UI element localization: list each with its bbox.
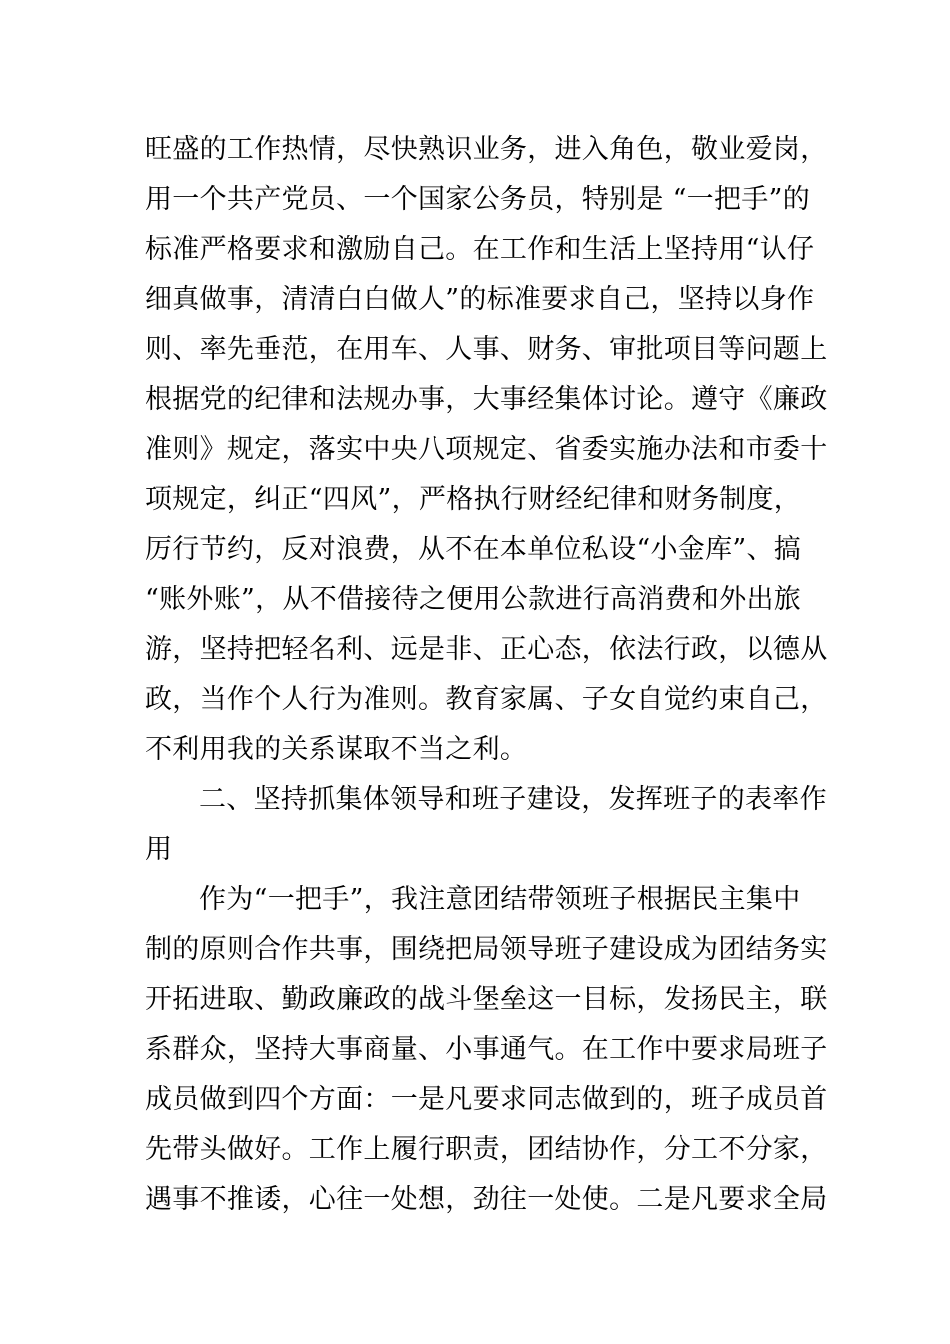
text-line: 用一个共产党员、一个国家公务员，特别是 “一把手”的 <box>145 184 810 215</box>
section-heading-continued: 用 <box>145 834 173 865</box>
text-line: 标准严格要求和激励自己。在工作和生活上坚持用“认仔 <box>145 234 815 265</box>
text-line: 项规定，纠正“四风”，严格执行财经纪律和财务制度， <box>145 484 802 515</box>
text-line: 系群众，坚持大事商量、小事通气。在工作中要求局班子 <box>145 1034 828 1065</box>
text-line: 细真做事，清清白白做人”的标准要求自己，坚持以身作 <box>145 284 815 315</box>
text-line: 旺盛的工作热情，尽快熟识业务，进入角色，敬业爱岗， <box>145 134 828 165</box>
text-line: 开拓进取、勤政廉政的战斗堡垒这一目标，发扬民主，联 <box>145 984 828 1015</box>
text-line: 根据党的纪律和法规办事，大事经集体讨论。遵守《廉政 <box>145 384 828 415</box>
text-line: 成员做到四个方面：一是凡要求同志做到的，班子成员首 <box>145 1084 828 1115</box>
text-line: 游，坚持把轻名利、远是非、正心态，依法行政，以德从 <box>145 634 828 665</box>
section-heading: 二、坚持抓集体领导和班子建设，发挥班子的表率作 <box>199 784 827 815</box>
text-line: 则、率先垂范，在用车、人事、财务、审批项目等问题上 <box>145 334 828 365</box>
text-line: “账外账”，从不借接待之便用公款进行高消费和外出旅 <box>145 584 802 615</box>
text-line: 制的原则合作共事，围绕把局领导班子建设成为团结务实 <box>145 934 828 965</box>
text-line: 厉行节约，反对浪费，从不在本单位私设“小金库”、搞 <box>145 534 802 565</box>
text-line: 政，当作个人行为准则。教育家属、子女自觉约束自己， <box>145 684 828 715</box>
text-line: 遇事不推诿，心往一处想，劲往一处使。二是凡要求全局 <box>145 1184 828 1215</box>
text-line: 准则》规定，落实中央八项规定、省委实施办法和市委十 <box>145 434 828 465</box>
text-line: 不利用我的关系谋取不当之利。 <box>145 734 528 765</box>
text-line: 先带头做好。工作上履行职责，团结协作，分工不分家， <box>145 1134 828 1165</box>
text-line: 作为“一把手”，我注意团结带领班子根据民主集中 <box>199 884 801 915</box>
